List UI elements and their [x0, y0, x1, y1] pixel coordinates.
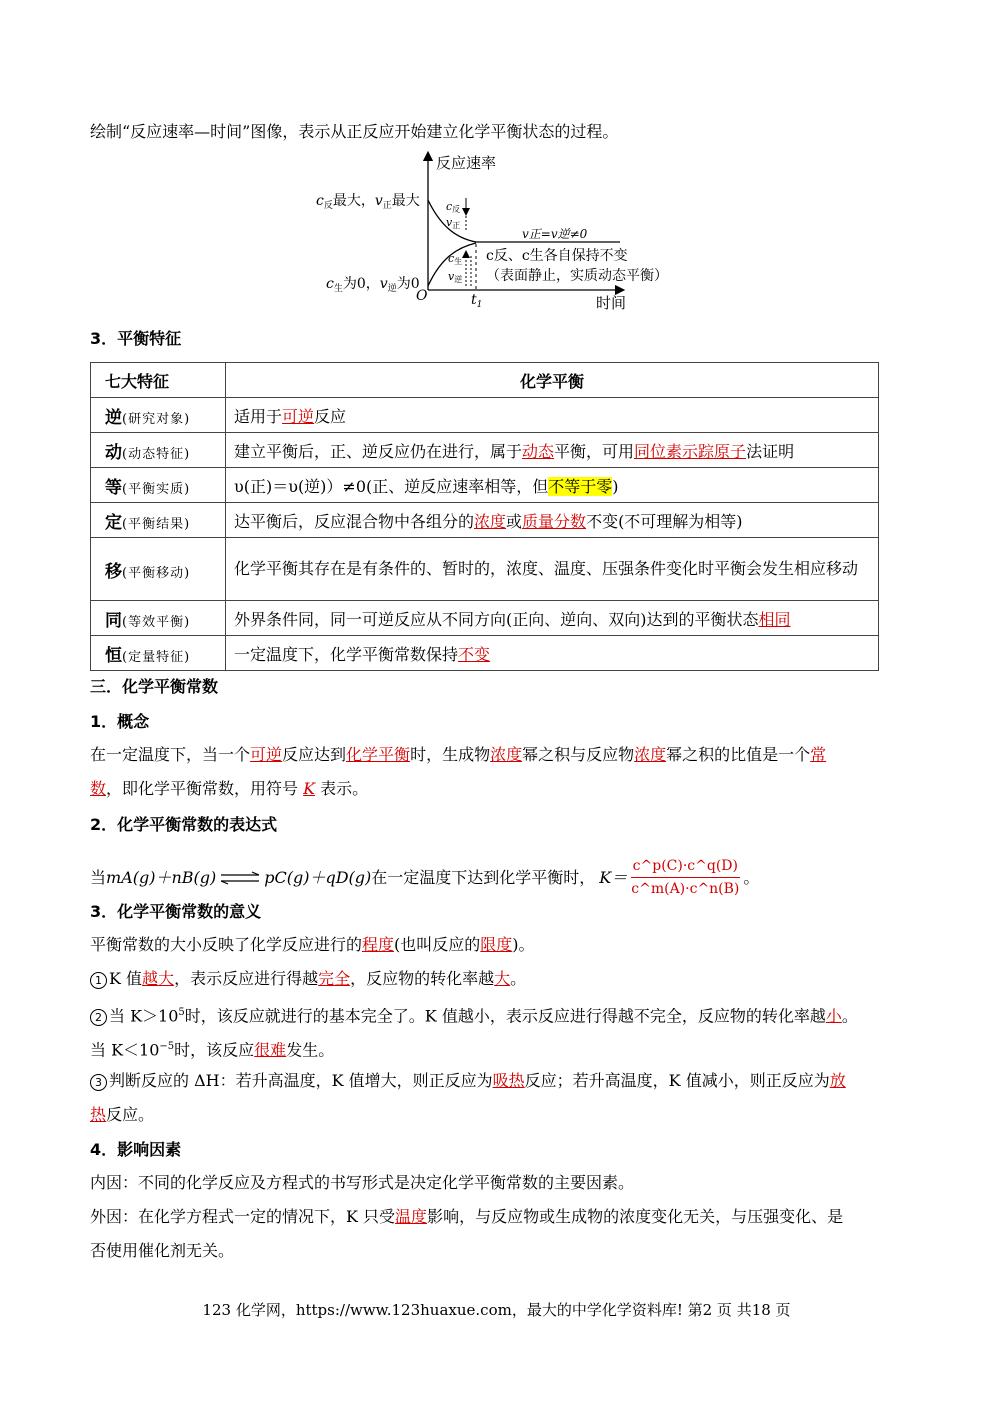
table-row — [91, 398, 879, 433]
k-fraction — [629, 855, 741, 900]
x-axis-label: 时间 — [596, 294, 627, 312]
meaning-line-3: 2 当 $K>10^5$时，该反应就进行的基本完全了。K 值越小，表示反应进行得越不完全，反应物的转化率越小。 — [90, 1002, 858, 1027]
feature-desc-cell: 适用于可逆反应 — [226, 398, 879, 433]
feature-desc-cell: 一定温度下，化学平衡常数保持不变 — [226, 636, 879, 671]
table-row — [91, 538, 879, 601]
k-denominator: c^m(A)·c^n(B) — [631, 881, 740, 897]
table-row — [91, 433, 879, 468]
equilibrium-arrows-icon — [219, 871, 261, 885]
svg-text:c反: c反 — [446, 200, 461, 214]
table-row — [91, 636, 879, 671]
table-row — [91, 601, 879, 636]
factor-title: 4．影响因素 — [90, 1140, 182, 1159]
header-col-1: 七大特征 — [91, 363, 226, 398]
meaning-line-1: 平衡常数的大小反映了化学反应进行的程度(也叫反应的限度)。 — [90, 935, 535, 954]
note-line-1: c反、c生各自保持不变 — [486, 248, 628, 264]
y-axis-label: 反应速率 — [436, 154, 497, 172]
feature-name-cell: 移(平衡移动) — [91, 538, 226, 601]
feature-name-cell: 同(等效平衡) — [91, 601, 226, 636]
feature-name-cell: 逆(研究对象) — [91, 398, 226, 433]
left-bottom-label: $c_生$为0，$v_逆$为0 — [326, 276, 420, 294]
feature-desc-cell: 化学平衡其存在是有条件的、暂时的，浓度、温度、压强条件变化时平衡会发生相应移动 — [226, 538, 879, 601]
concept-line-1: 在一定温度下，当一个可逆反应达到化学平衡时，生成物浓度幂之积与反应物浓度幂之积的比值是一个常 — [90, 745, 827, 764]
factor-line-1: 内因：不同的化学反应及方程式的书写形式是决定化学平衡常数的主要因素。 — [90, 1173, 635, 1192]
factor-line-3: 否使用催化剂无关。 — [90, 1241, 235, 1260]
k-numerator: c^p(C)·c^q(D) — [631, 855, 740, 878]
feature-desc-cell: 建立平衡后，正、逆反应仍在进行，属于动态平衡，可用同位素示踪原子法证明 — [226, 433, 879, 468]
feature-desc-cell: 外界条件同，同一可逆反应从不同方向(正向、逆向、双向)达到的平衡状态相同 — [226, 601, 879, 636]
svg-text:c生: c生 — [448, 252, 463, 266]
svg-text:v正: v正 — [446, 216, 461, 230]
meaning-line-2: 1 K 值越大，表示反应进行得越完全，反应物的转化率越大。 — [90, 968, 526, 990]
t1-label: $t_1$ — [471, 292, 483, 310]
table-row — [91, 468, 879, 503]
meaning-title: 3．化学平衡常数的意义 — [90, 902, 262, 921]
concept-line-2: 数，即化学平衡常数，用符号 K 表示。 — [90, 779, 369, 798]
intro-text: 绘制“反应速率—时间”图像，表示从正反应开始建立化学平衡状态的过程。 — [90, 122, 619, 141]
feature-name-cell: 定(平衡结果) — [91, 503, 226, 538]
table-header-row — [91, 363, 879, 398]
origin-label: O — [416, 288, 428, 304]
feature-desc-cell: 达平衡后，反应混合物中各组分的浓度或质量分数不变(不可理解为相等) — [226, 503, 879, 538]
feature-name-cell: 等(平衡实质) — [91, 468, 226, 503]
meaning-line-6: 热反应。 — [90, 1105, 155, 1124]
svg-text:v逆: v逆 — [448, 270, 463, 284]
header-col-2: 化学平衡 — [226, 363, 879, 398]
section-3-title: 3．平衡特征 — [90, 329, 182, 348]
expression-title: 2．化学平衡常数的表达式 — [90, 815, 278, 834]
feature-desc-cell: υ(正)＝υ(逆)）≠0(正、逆反应速率相等，但不等于零) — [226, 468, 879, 503]
table-row — [91, 503, 879, 538]
expression-line: 当 mA(g)＋nB(g) pC(g)＋qD(g) 在一定温度下达到化学平衡时， K＝ $\frac{c\^{}p(C)\cdot c\^{}q(D)}{c\^{}m(A)\cdot c\^{}n(B)}$ 。 — [90, 855, 759, 900]
left-top-label: $c_反$最大，$v_正$最大 — [316, 193, 420, 211]
equilibrium-label: v正=v逆≠0 — [522, 227, 588, 241]
factor-line-2: 外因：在化学方程式一定的情况下，K 只受温度影响，与反应物或生成物的浓度变化无关，与压强变化、是 — [90, 1207, 844, 1226]
feature-name-cell: 恒(定量特征) — [91, 636, 226, 671]
note-line-2: （表面静止，实质动态平衡） — [486, 268, 668, 284]
meaning-line-5: 3 判断反应的 ΔH：若升高温度，K 值增大，则正反应为吸热反应；若升高温度，K 值减小，则正反应为放 — [90, 1070, 846, 1092]
meaning-line-4: 当 $K<10^{-5}$时，该反应很难发生。 — [90, 1040, 335, 1060]
feature-name-cell: 动(动态特征) — [91, 433, 226, 468]
equilibrium-features-table — [90, 362, 879, 671]
rate-time-graph — [300, 150, 700, 315]
section-three-title: 三．化学平衡常数 — [90, 677, 219, 696]
concept-title: 1．概念 — [90, 712, 150, 731]
page-footer: 123 化学网，https://www.123huaxue.com，最大的中学化学资料库! 第2 页 共18 页 — [202, 1301, 791, 1319]
